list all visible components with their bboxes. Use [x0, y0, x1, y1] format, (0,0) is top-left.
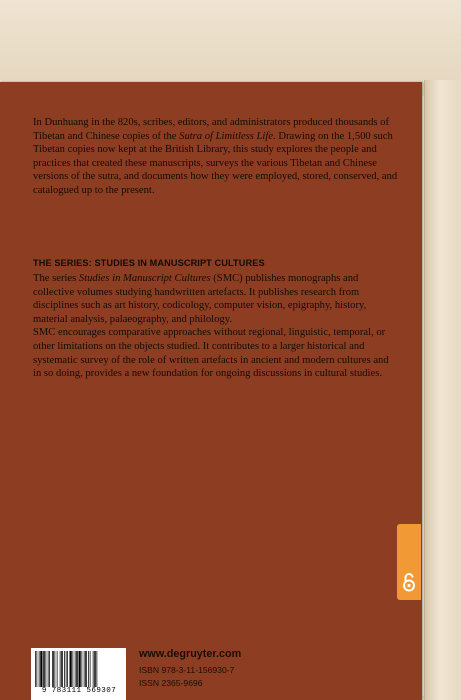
barcode-bar [52, 651, 54, 687]
series-paragraph-1 [33, 272, 398, 326]
barcode-bar [57, 651, 58, 687]
barcode-bar [94, 651, 96, 687]
barcode-bar [88, 651, 89, 687]
series-description [33, 272, 398, 381]
barcode-bar [60, 651, 61, 687]
barcode-bar [64, 651, 65, 687]
barcode-bar [55, 651, 56, 687]
barcode-bar [67, 651, 68, 687]
barcode-bar [48, 651, 49, 687]
barcode-bar [70, 651, 72, 687]
book-spine-edge [424, 80, 461, 700]
barcode-bar [46, 651, 47, 687]
barcode-bar [43, 651, 45, 687]
barcode-bar [84, 651, 85, 687]
blurb-text-continued: . Drawing on the 1,500 such Tibetan copies now kept at the British Library, this study explores the people and practices that created these manuscripts, surveys the various Tibetan and Chinese versions of the sutra, and documents how they were employed, stored, conserved, and catalogued up to the present. [33, 130, 398, 196]
barcode-bar [39, 651, 40, 687]
barcode-bar [97, 651, 98, 687]
isbn: ISBN 978-3-11-156930-7 [139, 665, 235, 675]
barcode-bar [61, 651, 63, 687]
blurb-text: In Dunhuang in the 820s, scribes, editors, and administrators produced thousands of Tibetan and Chinese copies of the [33, 117, 390, 142]
barcode-bar [90, 651, 91, 687]
series-title: Studies in Manuscript Cultures [78, 273, 211, 284]
series-text-continued: (SMC) publishes monographs and collective volumes studying handwritten artefacts. It publishes research from disciplines such as art history, codicology, computer vision, epigraphy, history, material analysis, palaeography, and philology. [33, 273, 367, 325]
series-heading: THE SERIES: STUDIES IN MANUSCRIPT CULTURES [33, 258, 265, 268]
series-text: The series [33, 273, 79, 284]
barcode-bar [73, 651, 74, 687]
barcode-bar [93, 651, 94, 687]
background-top [0, 0, 461, 80]
open-access-badge [397, 524, 421, 600]
barcode [31, 648, 126, 700]
book-blurb [33, 116, 398, 198]
issn: ISSN 2365-9696 [139, 678, 203, 688]
barcode-bar [82, 651, 83, 687]
barcode-bar [85, 651, 87, 687]
barcode-number: 9 783111 569307 [41, 687, 117, 695]
barcode-bar [76, 651, 78, 687]
barcode-bar [40, 651, 42, 687]
barcode-bar [79, 651, 81, 687]
barcode-bars [35, 651, 122, 687]
blurb-sutra-title: Sutra of Limitless Life [179, 130, 274, 142]
publisher-website: www.degruyter.com [139, 648, 242, 660]
back-cover [0, 82, 422, 700]
barcode-bar [75, 651, 76, 687]
barcode-bar [49, 651, 50, 687]
barcode-bar [37, 651, 38, 687]
barcode-bar [66, 651, 67, 687]
barcode-bar [35, 651, 36, 687]
open-access-lock-icon [401, 572, 417, 592]
series-paragraph-2: SMC encourages comparative approaches without regional, linguistic, temporal, or other limitations on the objects studied. It contributes to a larger historical and systematic survey of the role of written artefacts in ancient and modern cultures and in so doing, provides a new foundation for ongoing discussions in cultural studies. [33, 327, 389, 380]
